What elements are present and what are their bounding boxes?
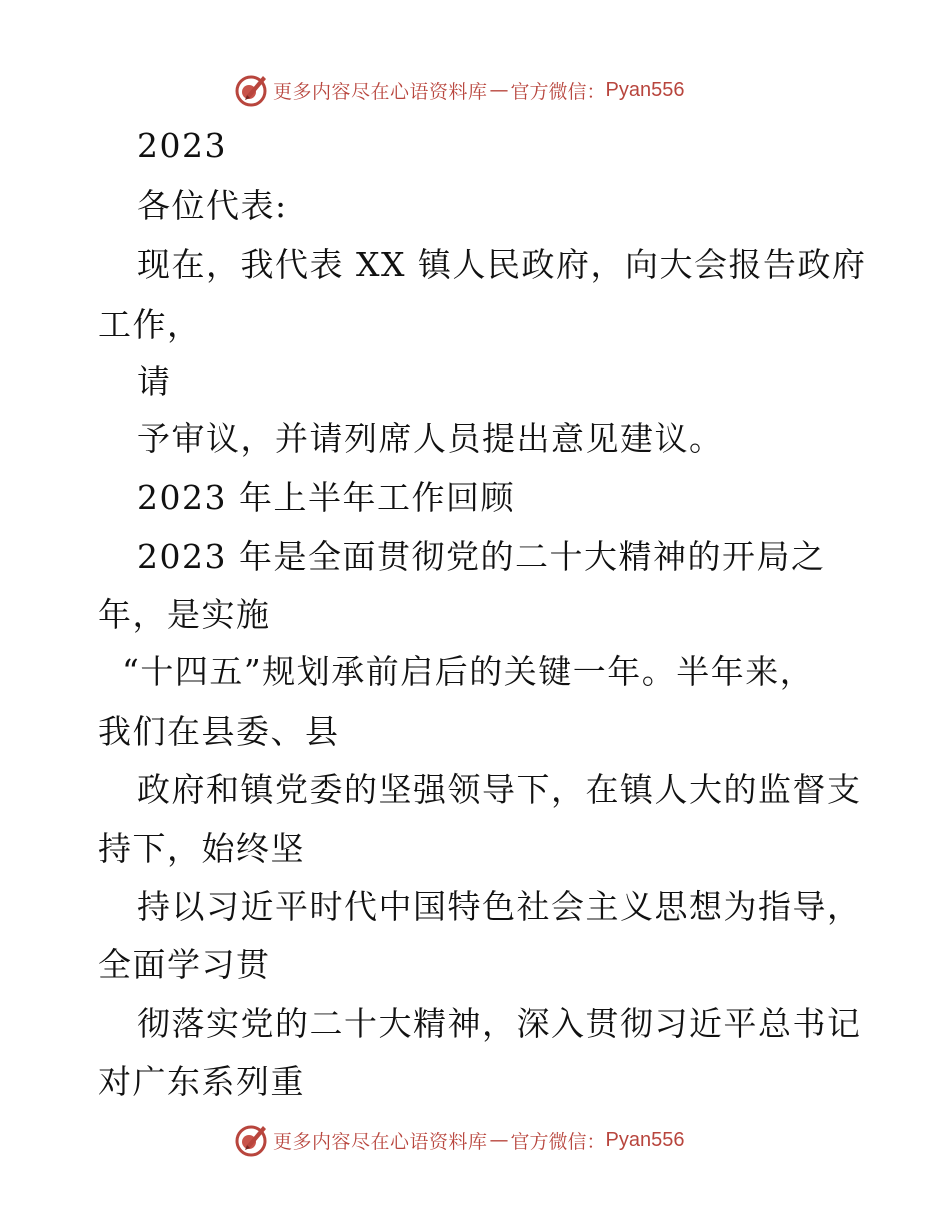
banner-wechat-label: 官方微信：: [510, 1130, 606, 1153]
banner-brand-text: 更多内容尽在心语资料库: [273, 1130, 488, 1153]
footer-banner: [233, 1120, 685, 1160]
doc-line: 现在，我代表 XX 镇人民政府，向大会报告政府: [137, 245, 867, 284]
doc-line: 请: [137, 362, 172, 401]
doc-line: 2023 年是全面贯彻党的二十大精神的开局之: [137, 537, 826, 576]
doc-line: 各位代表:: [137, 186, 288, 225]
doc-line: 全面学习贯: [98, 945, 271, 984]
doc-line: 予审议，并请列席人员提出意见建议。: [137, 419, 724, 458]
doc-line: 年，是实施: [98, 595, 271, 634]
doc-line: 对广东系列重: [98, 1062, 305, 1101]
doc-line: 2023 年上半年工作回顾: [137, 478, 515, 517]
doc-line: 持下，始终坚: [98, 829, 305, 868]
doc-line: 我们在县委、县: [98, 712, 340, 751]
banner-wechat-id: Pyan556: [605, 78, 685, 101]
doc-line: 政府和镇党委的坚强领导下，在镇人大的监督支: [137, 770, 862, 809]
banner-separator: —: [489, 79, 509, 101]
banner-wechat-id: Pyan556: [605, 1128, 685, 1151]
doc-line: 工作，: [98, 305, 202, 344]
doc-line: “十四五”规划承前启后的关键一年。半年来，: [122, 652, 815, 691]
doc-line: 彻落实党的二十大精神，深入贯彻习近平总书记: [137, 1004, 862, 1043]
doc-line: 持以习近平时代中国特色社会主义思想为指导，: [137, 887, 862, 926]
pen-logo-icon: [233, 1122, 269, 1158]
banner-separator: —: [489, 1129, 509, 1151]
banner-wechat-label: 官方微信：: [510, 80, 606, 103]
banner-brand-text: 更多内容尽在心语资料库: [273, 80, 488, 103]
header-banner: [233, 70, 685, 110]
pen-logo-icon: [233, 72, 269, 108]
doc-line: 2023: [137, 126, 227, 165]
